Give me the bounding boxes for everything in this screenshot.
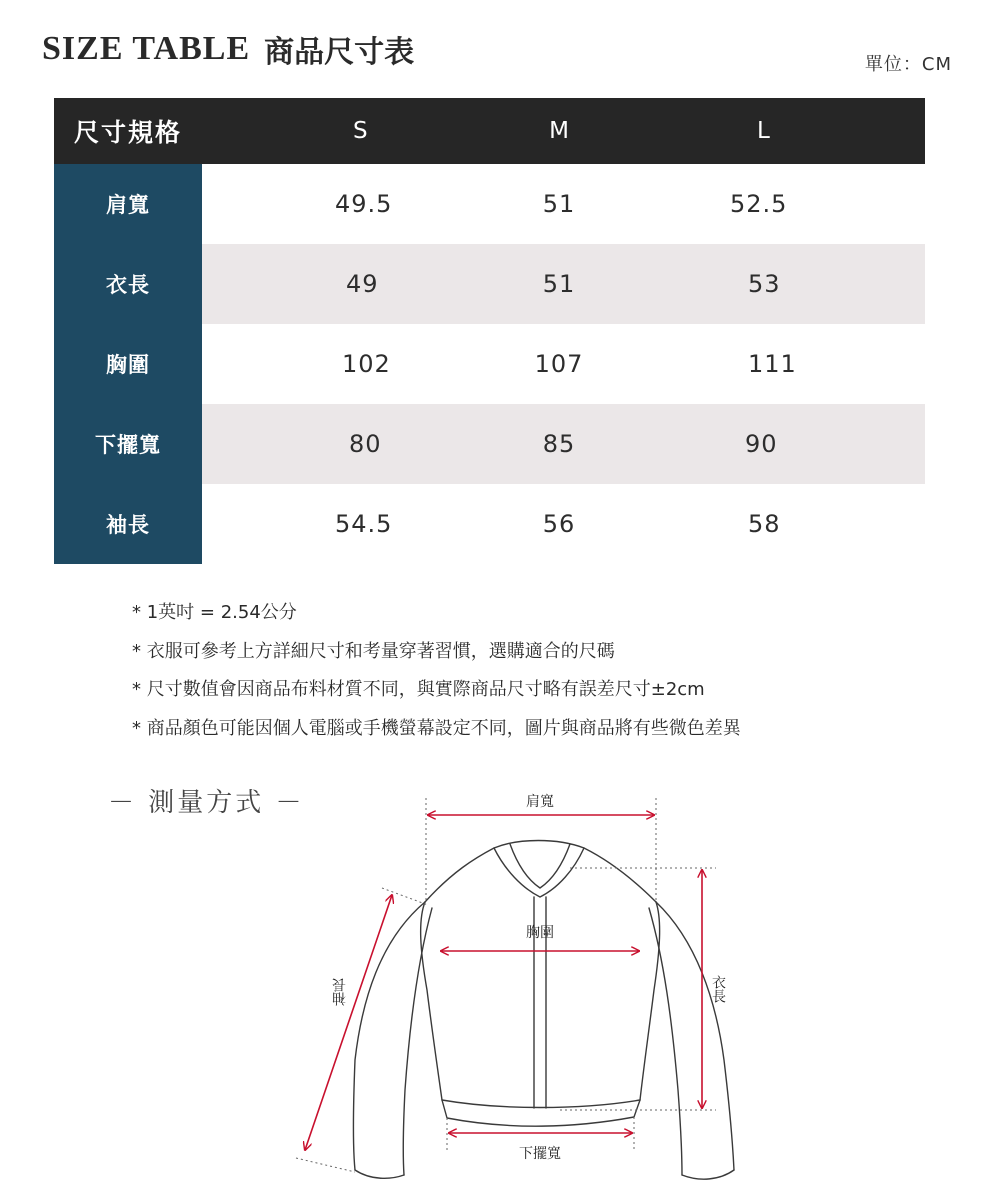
chest-label: 胸圍 — [526, 925, 554, 941]
table-cell: 49 — [202, 244, 526, 324]
sleeve-arrow — [305, 895, 392, 1150]
size-spec-header: 尺寸規格 — [54, 98, 202, 164]
note-item: * 商品顏色可能因個人電腦或手機螢幕設定不同，圖片與商品將有些微色差異 — [132, 710, 741, 749]
note-item: * 衣服可參考上方詳細尺寸和考量穿著習慣，選購適合的尺碼 — [132, 633, 741, 672]
table-cell: 49.5 — [335, 190, 393, 218]
jacket-outline — [354, 841, 735, 1180]
table-cell: 111 — [748, 350, 797, 378]
length-label: 衣長 — [710, 975, 726, 1003]
table-cell: 51 — [542, 190, 576, 218]
size-header-s: S — [202, 98, 526, 164]
size-header-l: L — [592, 98, 925, 164]
measure-method-title: － 測量方式 － — [108, 788, 305, 818]
hem-label: 下擺寬 — [519, 1146, 561, 1162]
title-english: SIZE TABLE — [42, 30, 251, 67]
table-cell: 85 — [526, 404, 592, 484]
table-cell: 52.5 — [730, 190, 788, 218]
row-label: 肩寬 — [54, 164, 202, 244]
table-cell: 102 — [342, 350, 391, 378]
table-cell: 56 — [542, 510, 576, 538]
table-cell: 107 — [534, 350, 584, 378]
unit-label: 單位：CM — [864, 54, 952, 75]
table-cell: 58 — [748, 510, 781, 538]
table-cell: 80 — [202, 404, 526, 484]
note-item: * 尺寸數值會因商品布料材質不同，與實際商品尺寸略有誤差尺寸±2cm — [132, 671, 741, 710]
table-cell: 90 — [592, 404, 925, 484]
row-label: 衣長 — [54, 244, 202, 324]
table-cell: 51 — [526, 244, 592, 324]
row-label: 胸圍 — [54, 324, 202, 404]
guide-lines — [296, 798, 716, 1172]
note-item: * 1英吋 = 2.54公分 — [132, 594, 741, 633]
table-cell: 53 — [592, 244, 925, 324]
title-chinese: 商品尺寸表 — [264, 35, 415, 70]
size-header-m: M — [526, 98, 592, 164]
table-cell: 54.5 — [335, 510, 393, 538]
shoulder-label: 肩寬 — [526, 794, 554, 810]
row-label: 袖長 — [54, 484, 202, 564]
sleeve-label: 袖長 — [332, 978, 348, 1006]
row-label: 下擺寬 — [54, 404, 202, 484]
